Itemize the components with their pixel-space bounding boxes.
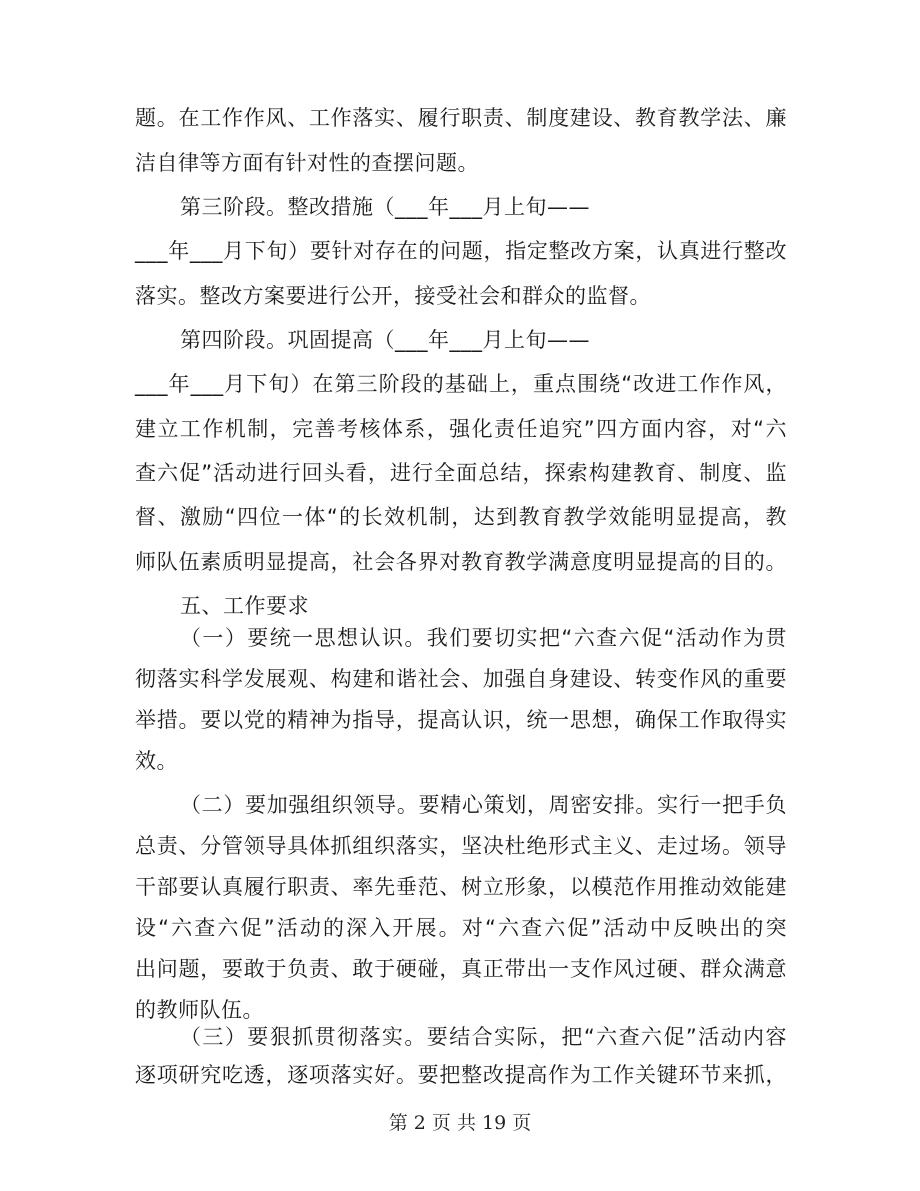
text-line: （一）要统一思想认识。我们要切实把“六查六促“活动作为贯: [180, 626, 787, 650]
text-line: 题。在工作作风、工作落实、履行职责、制度建设、教育教学法、廉: [135, 106, 787, 130]
text-line: ___年___月下旬）在第三阶段的基础上，重点围绕“改进工作作风，: [135, 372, 787, 396]
text-line: 第四阶段。巩固提高（___年___月上旬——: [180, 328, 590, 352]
page-number: 第 2 页 共 19 页: [388, 1112, 532, 1134]
text-line: 出问题，要敢于负责、敢于硬碰，真正带出一支作风过硬、群众满意: [135, 957, 787, 981]
text-line: 第三阶段。整改措施（___年___月上旬——: [180, 195, 590, 219]
text-line: 洁自律等方面有针对性的查摆问题。: [135, 151, 479, 175]
text-line: （三）要狠抓贯彻落实。要结合实际，把“六查六促”活动内容: [180, 1025, 787, 1049]
text-line: 干部要认真履行职责、率先垂范、树立形象，以模范作用推动效能建: [135, 875, 787, 899]
text-line: 总责、分管领导具体抓组织落实，坚决杜绝形式主义、走过场。领导: [135, 834, 787, 858]
text-line: 查六促”活动进行回头看，进行全面总结，探索构建教育、制度、监: [135, 461, 787, 485]
text-line: 彻落实科学发展观、构建和谐社会、加强自身建设、转变作风的重要: [135, 667, 787, 691]
text-line: 逐项研究吃透，逐项落实好。要把整改提高作为工作关键环节来抓，: [135, 1063, 787, 1087]
text-line: 师队伍素质明显提高，社会各界对教育教学满意度明显提高的目的。: [135, 550, 787, 574]
text-line: （二）要加强组织领导。要精心策划，周密安排。实行一把手负: [180, 793, 787, 817]
text-line: 建立工作机制，完善考核体系，强化责任追究”四方面内容，对“六: [135, 417, 787, 441]
text-line: 设“六查六促”活动的深入开展。对“六查六促”活动中反映出的突: [135, 916, 787, 940]
text-line: 落实。整改方案要进行公开，接受社会和群众的监督。: [135, 284, 651, 308]
text-line: 的教师队伍。: [135, 998, 264, 1022]
text-line: 举措。要以党的精神为指导，提高认识，统一思想，确保工作取得实: [135, 708, 787, 732]
section-heading: 五、工作要求: [180, 594, 309, 618]
text-line: 督、激励“四位一体“的长效机制，达到教育教学效能明显提高，教: [135, 505, 787, 529]
text-line: ___年___月下旬）要针对存在的问题，指定整改方案，认真进行整改: [135, 239, 787, 263]
text-line: 效。: [135, 749, 178, 773]
